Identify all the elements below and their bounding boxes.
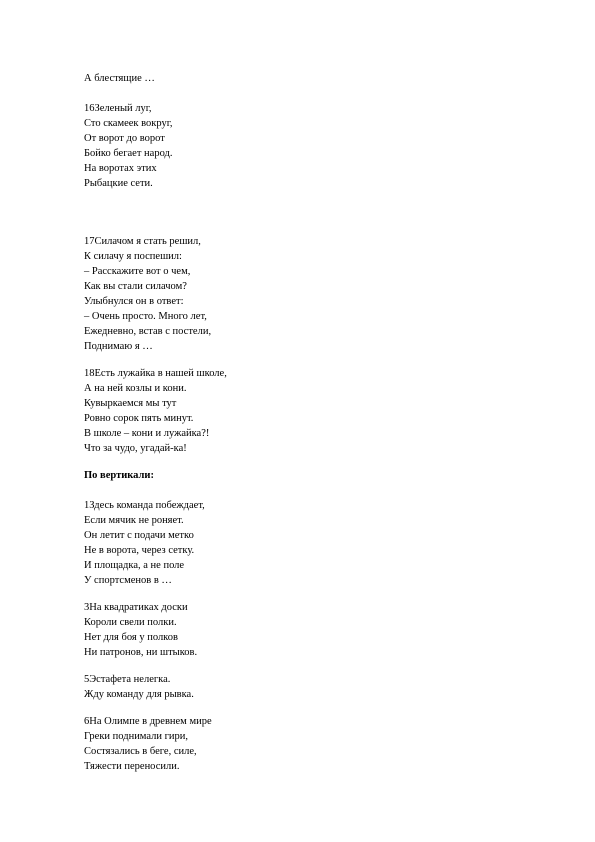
riddle-line: 16Зеленый луг,	[84, 103, 152, 114]
riddle-line: В школе – кони и лужайка?!	[84, 428, 210, 439]
riddle-line: 17Силачом я стать решил,	[84, 236, 201, 247]
riddle-line: От ворот до ворот	[84, 133, 165, 144]
riddle-line: 1Здесь команда побеждает,	[84, 500, 205, 511]
riddle-line: – Расскажите вот о чем,	[84, 266, 191, 277]
riddle-line: Как вы стали силачом?	[84, 281, 187, 292]
riddle-line: 5Эстафета нелегка.	[84, 674, 171, 685]
riddle-line: Он летит с подачи метко	[84, 530, 194, 541]
riddle-line: Не в ворота, через сетку.	[84, 545, 195, 556]
riddle-line: Бойко бегает народ.	[84, 148, 173, 159]
riddle-line: Ровно сорок пять минут.	[84, 413, 194, 424]
riddle-line: На воротах этих	[84, 163, 157, 174]
section-heading: По вертикали:	[84, 470, 154, 481]
riddle-line: Состязались в беге, силе,	[84, 746, 197, 757]
riddle-line: Кувыркаемся мы тут	[84, 398, 177, 409]
riddle-line: А на ней козлы и кони.	[84, 383, 187, 394]
riddle-line: Улыбнулся он в ответ:	[84, 296, 184, 307]
riddle-line: Тяжести переносили.	[84, 761, 180, 772]
riddle-line: У спортсменов в …	[84, 575, 172, 586]
riddle-line: Если мячик не роняет.	[84, 515, 184, 526]
riddle-line: 6На Олимпе в древнем мире	[84, 716, 212, 727]
intro-line: А блестящие …	[84, 73, 155, 84]
riddle-line: 3На квадратиках доски	[84, 602, 188, 613]
riddle-line: И площадка, а не поле	[84, 560, 185, 571]
riddle-line: Рыбацкие сети.	[84, 178, 153, 189]
riddle-line: Жду команду для рывка.	[84, 689, 194, 700]
riddle-line: Греки поднимали гири,	[84, 731, 189, 742]
riddle-line: Что за чудо, угадай-ка!	[84, 443, 187, 454]
riddle-line: Сто скамеек вокруг,	[84, 118, 173, 129]
riddle-line: 18Есть лужайка в нашей школе,	[84, 368, 227, 379]
riddle-line: Короли свели полки.	[84, 617, 177, 628]
riddle-line: Поднимаю я …	[84, 341, 153, 352]
riddle-line: К силачу я поспешил:	[84, 251, 182, 262]
riddle-line: Нет для боя у полков	[84, 632, 178, 643]
riddle-line: Ежедневно, встав с постели,	[84, 326, 212, 337]
riddle-line: – Очень просто. Много лет,	[84, 311, 207, 322]
riddle-line: Ни патронов, ни штыков.	[84, 647, 198, 658]
